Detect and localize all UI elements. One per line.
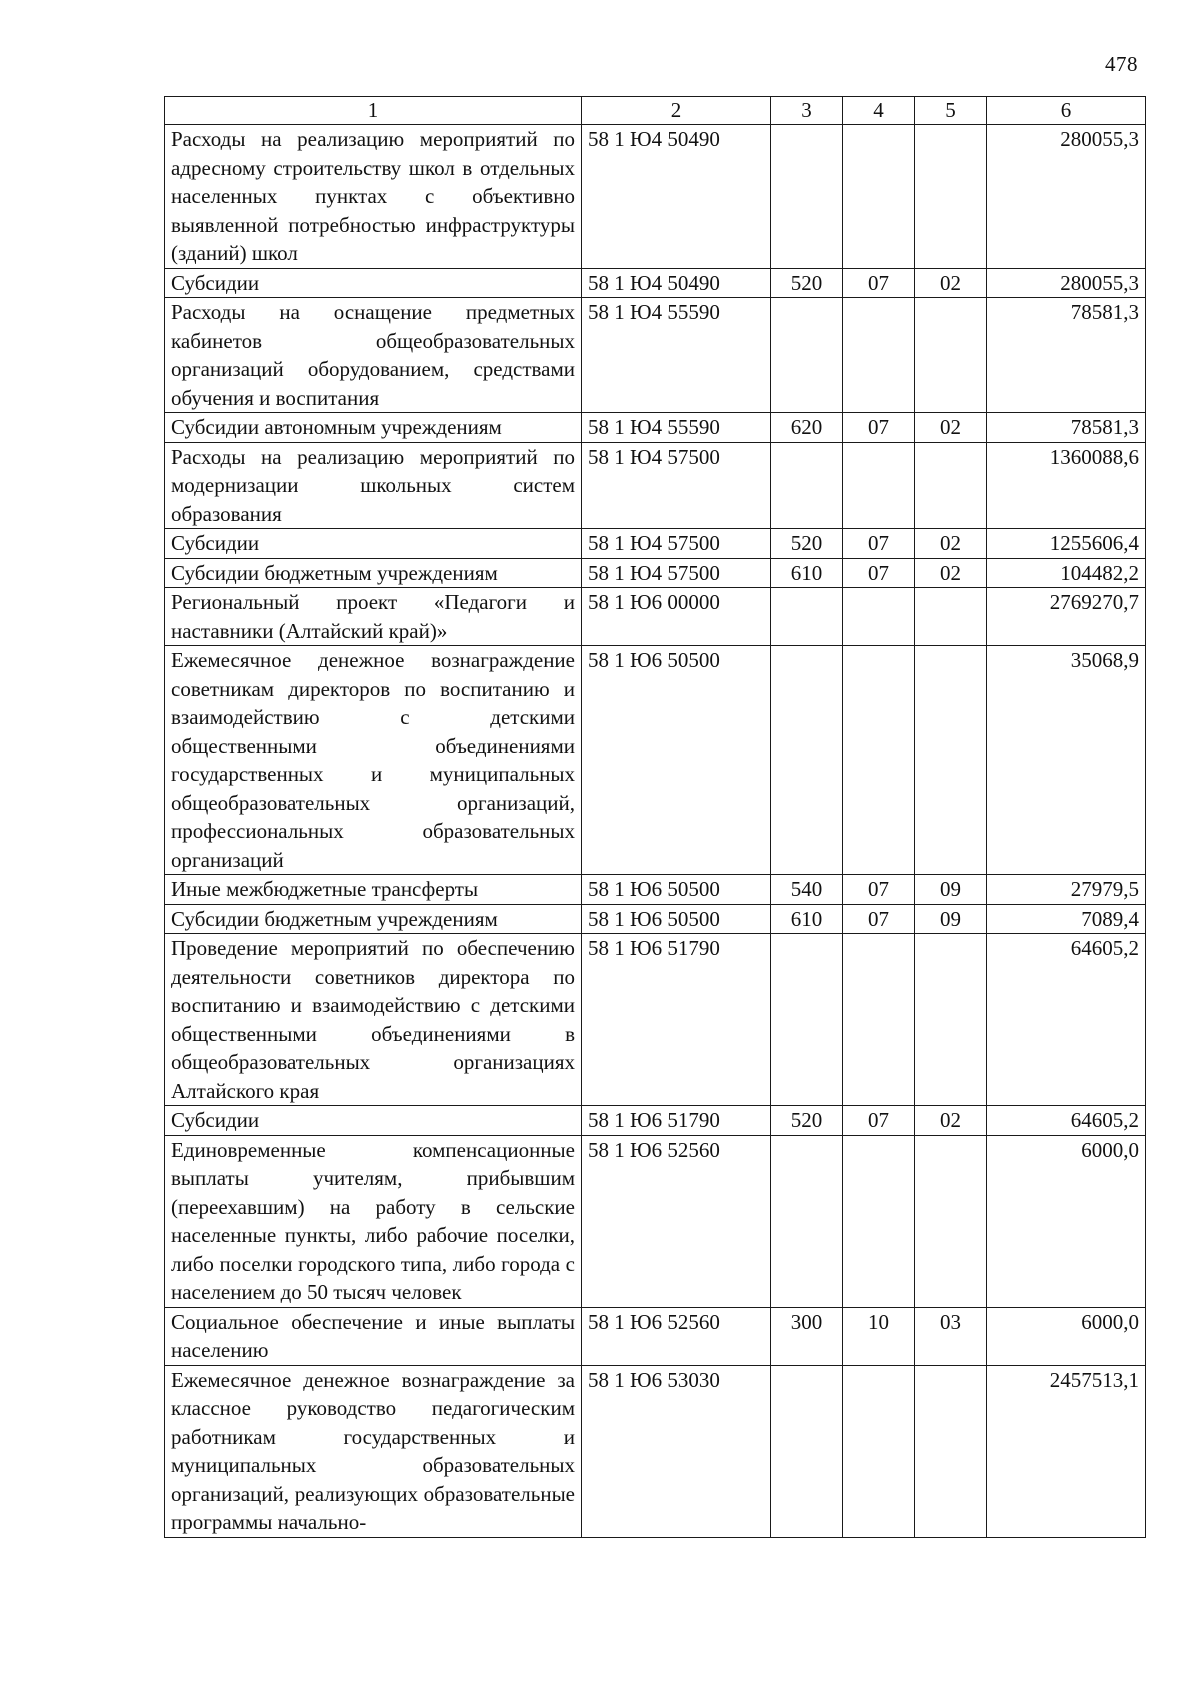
- table-row: [165, 1307, 1146, 1365]
- row-subsection: 02: [915, 1106, 987, 1136]
- row-amount: 27979,5: [987, 875, 1146, 905]
- row-expense-type: [771, 646, 843, 875]
- row-amount: 78581,3: [987, 298, 1146, 413]
- table-row: [165, 904, 1146, 934]
- row-subsection: 02: [915, 413, 987, 443]
- row-amount: 2769270,7: [987, 588, 1146, 646]
- row-subsection: 09: [915, 875, 987, 905]
- row-subsection: 02: [915, 268, 987, 298]
- row-name: Региональный проект «Педагоги и наставники (Алтайский край)»: [165, 588, 582, 646]
- row-amount: 1360088,6: [987, 442, 1146, 529]
- table-row: [165, 1106, 1146, 1136]
- row-amount: 64605,2: [987, 1106, 1146, 1136]
- row-name: Расходы на реализацию мероприятий по адресному строительству школ в отдельных населенных пунктах с объективно выявленной потребностью инфраструктуры (зданий) школ: [165, 125, 582, 269]
- row-code: 58 1 Ю6 51790: [582, 934, 771, 1106]
- row-section: [843, 125, 915, 269]
- table-row: [165, 529, 1146, 559]
- row-code: 58 1 Ю6 52560: [582, 1135, 771, 1307]
- row-section: [843, 1135, 915, 1307]
- row-amount: 104482,2: [987, 558, 1146, 588]
- row-section: 07: [843, 413, 915, 443]
- row-expense-type: [771, 1135, 843, 1307]
- row-expense-type: 520: [771, 529, 843, 559]
- page-number: 478: [1105, 52, 1138, 76]
- row-subsection: [915, 646, 987, 875]
- row-expense-type: [771, 1365, 843, 1537]
- header-col-6: 6: [987, 97, 1146, 125]
- table-row: [165, 442, 1146, 529]
- row-amount: 280055,3: [987, 268, 1146, 298]
- row-name: Субсидии бюджетным учреждениям: [165, 904, 582, 934]
- row-subsection: [915, 588, 987, 646]
- row-name: Расходы на реализацию мероприятий по модернизации школьных систем образования: [165, 442, 582, 529]
- table-row: [165, 413, 1146, 443]
- row-amount: 6000,0: [987, 1135, 1146, 1307]
- row-code: 58 1 Ю6 51790: [582, 1106, 771, 1136]
- row-name: Субсидии автономным учреждениям: [165, 413, 582, 443]
- row-expense-type: 540: [771, 875, 843, 905]
- row-code: 58 1 Ю6 50500: [582, 875, 771, 905]
- row-name: Субсидии: [165, 268, 582, 298]
- row-section: [843, 934, 915, 1106]
- row-section: 10: [843, 1307, 915, 1365]
- row-amount: 64605,2: [987, 934, 1146, 1106]
- header-col-4: 4: [843, 97, 915, 125]
- table-row: [165, 558, 1146, 588]
- row-name: Субсидии: [165, 529, 582, 559]
- row-subsection: [915, 934, 987, 1106]
- row-subsection: 03: [915, 1307, 987, 1365]
- row-amount: 78581,3: [987, 413, 1146, 443]
- row-subsection: [915, 125, 987, 269]
- row-expense-type: [771, 298, 843, 413]
- table-row: [165, 298, 1146, 413]
- row-expense-type: [771, 588, 843, 646]
- row-code: 58 1 Ю6 00000: [582, 588, 771, 646]
- row-expense-type: 300: [771, 1307, 843, 1365]
- row-name: Ежемесячное денежное вознаграждение советникам директоров по воспитанию и взаимодействию с детскими общественными объединениями государственных и муниципальных общеобразовательных организаций, профессиональных образовательных организаций: [165, 646, 582, 875]
- row-code: 58 1 Ю4 50490: [582, 268, 771, 298]
- row-subsection: [915, 1135, 987, 1307]
- row-expense-type: 610: [771, 558, 843, 588]
- row-code: 58 1 Ю4 57500: [582, 442, 771, 529]
- row-subsection: 02: [915, 529, 987, 559]
- table-body: [165, 125, 1146, 1538]
- table-row: [165, 934, 1146, 1106]
- row-subsection: 09: [915, 904, 987, 934]
- row-code: 58 1 Ю6 53030: [582, 1365, 771, 1537]
- row-subsection: [915, 298, 987, 413]
- row-amount: 6000,0: [987, 1307, 1146, 1365]
- header-col-1: 1: [165, 97, 582, 125]
- row-code: 58 1 Ю4 55590: [582, 298, 771, 413]
- row-section: 07: [843, 268, 915, 298]
- row-expense-type: [771, 125, 843, 269]
- row-subsection: [915, 1365, 987, 1537]
- row-code: 58 1 Ю4 50490: [582, 125, 771, 269]
- row-name: Ежемесячное денежное вознаграждение за классное руководство педагогическим работникам государственных и муниципальных образовательных организаций, реализующих образовательные программы начально-: [165, 1365, 582, 1537]
- row-section: [843, 646, 915, 875]
- row-code: 58 1 Ю6 50500: [582, 904, 771, 934]
- row-expense-type: [771, 934, 843, 1106]
- row-code: 58 1 Ю4 55590: [582, 413, 771, 443]
- row-amount: 2457513,1: [987, 1365, 1146, 1537]
- row-section: 07: [843, 1106, 915, 1136]
- row-section: 07: [843, 558, 915, 588]
- row-section: [843, 442, 915, 529]
- row-name: Субсидии: [165, 1106, 582, 1136]
- row-name: Иные межбюджетные трансферты: [165, 875, 582, 905]
- budget-table: [164, 96, 1146, 1538]
- row-expense-type: 610: [771, 904, 843, 934]
- row-section: [843, 588, 915, 646]
- row-section: [843, 298, 915, 413]
- header-col-2: 2: [582, 97, 771, 125]
- row-amount: 35068,9: [987, 646, 1146, 875]
- row-expense-type: [771, 442, 843, 529]
- row-name: Проведение мероприятий по обеспечению деятельности советников директора по воспитанию и взаимодействию с детскими общественными объединениями в общеобразовательных организациях Алтайского края: [165, 934, 582, 1106]
- table-row: [165, 588, 1146, 646]
- row-amount: 280055,3: [987, 125, 1146, 269]
- row-subsection: 02: [915, 558, 987, 588]
- row-subsection: [915, 442, 987, 529]
- table-header-row: [165, 97, 1146, 125]
- row-expense-type: 520: [771, 268, 843, 298]
- header-col-3: 3: [771, 97, 843, 125]
- row-section: 07: [843, 875, 915, 905]
- row-amount: 1255606,4: [987, 529, 1146, 559]
- table-row: [165, 646, 1146, 875]
- row-section: [843, 1365, 915, 1537]
- row-expense-type: 620: [771, 413, 843, 443]
- row-code: 58 1 Ю6 52560: [582, 1307, 771, 1365]
- row-code: 58 1 Ю4 57500: [582, 529, 771, 559]
- row-name: Субсидии бюджетным учреждениям: [165, 558, 582, 588]
- row-name: Социальное обеспечение и иные выплаты населению: [165, 1307, 582, 1365]
- row-name: Расходы на оснащение предметных кабинетов общеобразовательных организаций оборудованием, средствами обучения и воспитания: [165, 298, 582, 413]
- table-row: [165, 268, 1146, 298]
- row-expense-type: 520: [771, 1106, 843, 1136]
- table-row: [165, 1135, 1146, 1307]
- row-code: 58 1 Ю4 57500: [582, 558, 771, 588]
- row-section: 07: [843, 904, 915, 934]
- row-section: 07: [843, 529, 915, 559]
- table-row: [165, 875, 1146, 905]
- table-row: [165, 125, 1146, 269]
- row-amount: 7089,4: [987, 904, 1146, 934]
- row-name: Единовременные компенсационные выплаты учителям, прибывшим (переехавшим) на работу в сельские населенные пункты, либо рабочие поселки, либо поселки городского типа, либо города с населением до 50 тысяч человек: [165, 1135, 582, 1307]
- header-col-5: 5: [915, 97, 987, 125]
- row-code: 58 1 Ю6 50500: [582, 646, 771, 875]
- table-row: [165, 1365, 1146, 1537]
